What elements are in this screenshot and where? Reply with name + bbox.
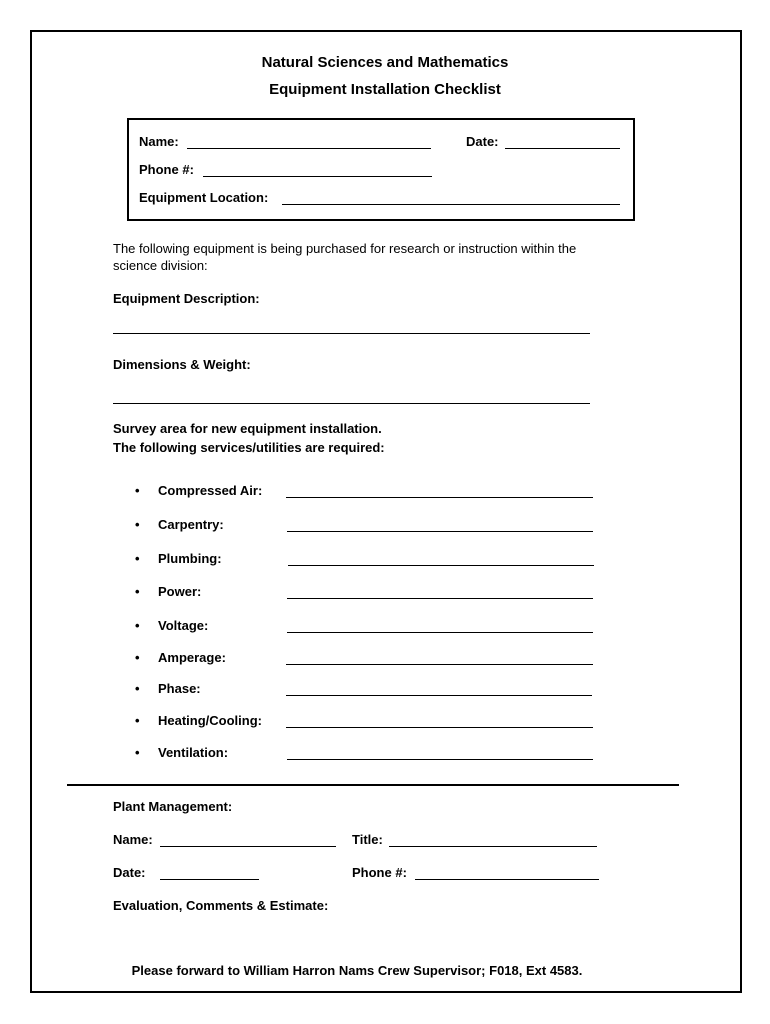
dimensions-weight-field[interactable]	[113, 403, 590, 404]
service-label-ventilation: Ventilation:	[158, 745, 229, 760]
plant-title-label: Title:	[352, 832, 383, 847]
service-label-voltage: Voltage:	[158, 618, 209, 633]
bullet-icon: •	[135, 483, 140, 498]
service-label-amperage: Amperage:	[158, 650, 226, 665]
equipment-location-label: Equipment Location:	[139, 190, 269, 205]
plant-name-field[interactable]	[160, 846, 336, 847]
plant-name-label: Name:	[113, 832, 153, 847]
bullet-icon: •	[135, 681, 140, 696]
plant-phone-label: Phone #:	[352, 865, 407, 880]
bullet-icon: •	[135, 584, 140, 599]
bullet-icon: •	[135, 713, 140, 728]
name-field[interactable]	[187, 148, 431, 149]
service-field-plumbing[interactable]	[288, 565, 594, 566]
plant-date-field[interactable]	[160, 879, 259, 880]
service-field-ventilation[interactable]	[287, 759, 593, 760]
service-field-phase[interactable]	[286, 695, 592, 696]
bullet-icon: •	[135, 745, 140, 760]
bullet-icon: •	[135, 618, 140, 633]
plant-date-label: Date:	[113, 865, 146, 880]
bullet-icon: •	[135, 517, 140, 532]
evaluation-comments-label: Evaluation, Comments & Estimate:	[113, 898, 329, 913]
bullet-icon: •	[135, 650, 140, 665]
service-field-voltage[interactable]	[287, 632, 593, 633]
service-field-heating-cooling[interactable]	[286, 727, 593, 728]
service-label-power: Power:	[158, 584, 202, 599]
service-label-heating-cooling: Heating/Cooling:	[158, 713, 262, 728]
applicant-info-box	[127, 118, 635, 221]
footer-instruction: Please forward to William Harron Nams Crew Supervisor; F018, Ext 4583.	[131, 963, 583, 978]
intro-text-line2: science division:	[113, 258, 208, 273]
service-label-compressed-air: Compressed Air:	[158, 483, 263, 498]
service-label-plumbing: Plumbing:	[158, 551, 222, 566]
dimensions-weight-label: Dimensions & Weight:	[113, 357, 251, 372]
equipment-location-field[interactable]	[282, 204, 620, 205]
date-label: Date:	[466, 134, 499, 149]
section-divider	[67, 784, 679, 786]
bullet-icon: •	[135, 551, 140, 566]
service-label-carpentry: Carpentry:	[158, 517, 224, 532]
service-field-compressed-air[interactable]	[286, 497, 593, 498]
service-label-phase: Phase:	[158, 681, 201, 696]
equipment-description-label: Equipment Description:	[113, 291, 260, 306]
equipment-description-field[interactable]	[113, 333, 590, 334]
plant-management-heading: Plant Management:	[113, 799, 233, 814]
form-title-line1: Natural Sciences and Mathematics	[261, 54, 509, 71]
service-field-power[interactable]	[287, 598, 593, 599]
date-field[interactable]	[505, 148, 620, 149]
service-field-amperage[interactable]	[286, 664, 593, 665]
service-field-carpentry[interactable]	[287, 531, 593, 532]
plant-phone-field[interactable]	[415, 879, 599, 880]
phone-label: Phone #:	[139, 162, 194, 177]
plant-title-field[interactable]	[389, 846, 597, 847]
survey-text-line2: The following services/utilities are required:	[113, 440, 385, 455]
intro-text-line1: The following equipment is being purchased for research or instruction within the	[113, 241, 577, 256]
survey-text-line1: Survey area for new equipment installation.	[113, 421, 382, 436]
phone-field[interactable]	[203, 176, 432, 177]
form-title-line2: Equipment Installation Checklist	[269, 81, 501, 98]
name-label: Name:	[139, 134, 179, 149]
